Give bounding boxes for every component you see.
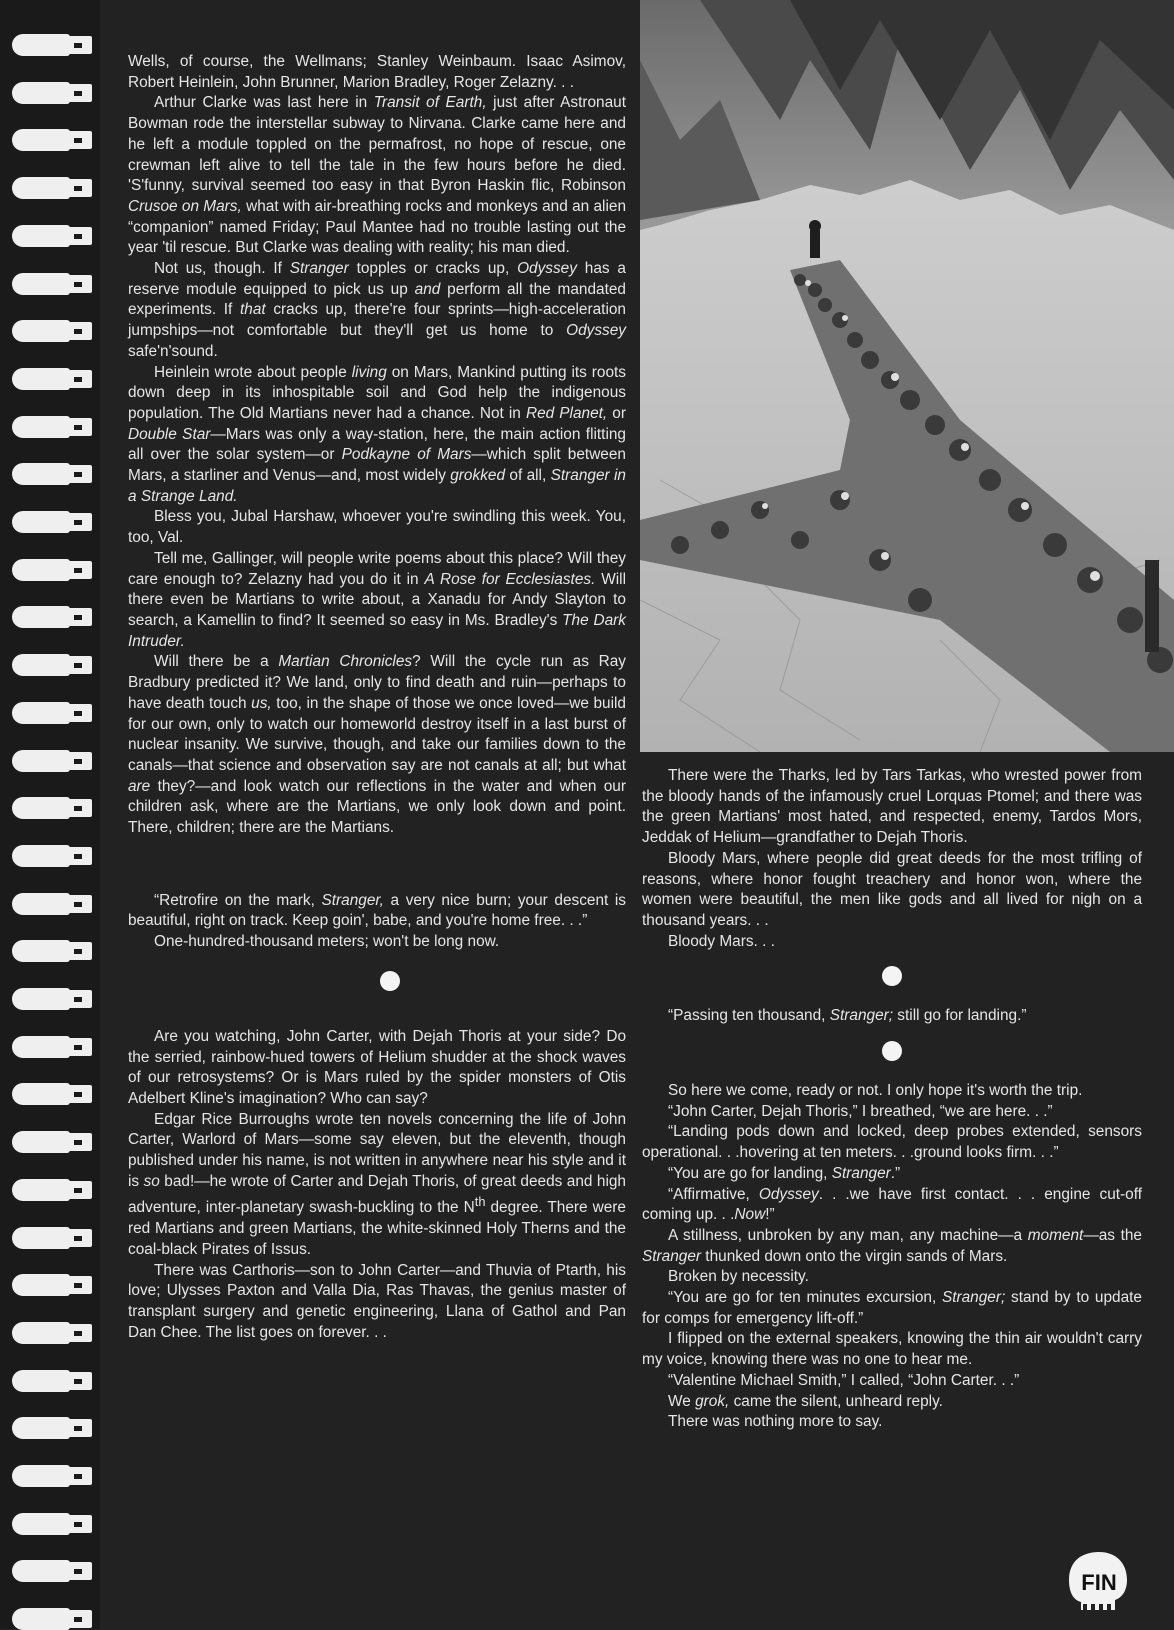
paragraph: There was Carthoris—son to John Carter—and Thuvia of Ptarth, his love; Ulysses Paxton and Valla Dia, Ras Thavas, the genius master of transplant surgery and genetic engineering, Llana of Gathol and Pan Dan Chee. The list goes on forever. . . — [128, 1261, 626, 1341]
binding-ring — [12, 320, 94, 342]
binding-ring — [12, 893, 94, 915]
binding-ring — [12, 1513, 94, 1535]
binding-ring — [12, 702, 94, 724]
paragraph: Edgar Rice Burroughs wrote ten novels concerning the life of John Carter, Warlord of Mars—some say eleven, but the eleventh, though published under his name, is not written in anywhere near his style and it is so bad!—he wrote of Carter and Dejah Thoris, of great deeds and high adventure, inter-planetary swash-buckling to the $N^{th}$ degree. There were red Martians and green Martians, the white-skinned Holy Therns and the coal-black Pirates of Issus. — [128, 1110, 626, 1258]
paragraph: So here we come, ready or not. I only hope it's worth the trip. — [668, 1082, 1083, 1100]
binding-ring — [12, 225, 94, 247]
paragraph: Will there be a Martian Chronicles? Will the cycle run as Ray Bradbury predicted it? We land, only to find death and ruin—perhaps to have death touch us, too, in the shape of those we once loved—we build for our own, only to watch our homeworld destroy itself in a last burst of nuclear insanity. We survive, though, and take our families down to the canals—that science and observation say are not canals at all; but what are they?—and look watch our reflections in the water and when our children ask, where are the Martians, we only look down and point. There, children; there are the Martians. — [128, 653, 626, 837]
binding-ring — [12, 511, 94, 533]
binding-ring — [12, 1036, 94, 1058]
paragraph: “Landing pods down and locked, deep probes extended, sensors operational. . .hovering at ten meters. . .ground looks firm. . .” — [642, 1123, 1142, 1162]
binding-ring — [12, 797, 94, 819]
left-column — [128, 52, 626, 1344]
binding-ring — [12, 82, 94, 104]
paragraph: We grok, came the silent, unheard reply. — [668, 1392, 943, 1410]
binding-ring — [12, 129, 94, 151]
section-bullet-icon — [380, 971, 400, 991]
binding-ring — [12, 1465, 94, 1487]
paragraph: There was nothing more to say. — [668, 1413, 883, 1431]
binding-ring — [12, 750, 94, 772]
paragraph: Heinlein wrote about people living on Mars, Mankind putting its roots down deep in its inhospitable soil and God help the indigenous population. The Old Martians never had a chance. Not in Red Planet, or Double Star—Mars was only a way-station, here, the main action flitting all over the solar system—or Podkayne of Mars—which split between Mars, a starliner and Venus—and, most widely grokked of all, Stranger in a Strange Land. — [128, 363, 626, 505]
desert-rock-line-photo — [640, 0, 1174, 752]
binding-ring — [12, 416, 94, 438]
binding-ring — [12, 988, 94, 1010]
paragraph: There were the Tharks, led by Tars Tarkas, who wrested power from the bloody hands of the infamously cruel Lorquas Ptomel; and there was the green Martians' most hated, and respected, enemy, Tardos Mors, Jeddak of Helium—grandfather to Dejah Thoris. — [642, 767, 1142, 847]
binding-ring — [12, 845, 94, 867]
paragraph: I flipped on the external speakers, knowing the thin air wouldn't carry my voice, knowing there was no one to hear me. — [642, 1330, 1142, 1369]
binding-ring — [12, 463, 94, 485]
binding-ring — [12, 1608, 94, 1630]
paragraph: One-hundred-thousand meters; won't be long now. — [154, 933, 500, 951]
paragraph: Tell me, Gallinger, will people write poems about this place? Will they care enough to? Zelazny had you do it in A Rose for Ecclesiastes. Will there even be Martians to write about, a Xanadu for Andy Slayton to search, a Kamellin to find? It seemed so easy in Ms. Bradley's The Dark Intruder. — [128, 549, 627, 650]
spiral-binding-icon — [0, 0, 100, 1629]
binding-ring — [12, 34, 94, 56]
binding-ring — [12, 177, 94, 199]
paragraph: Wells, of course, the Wellmans; Stanley Weinbaum. Isaac Asimov, Robert Heinlein, John Brunner, Marion Bradley, Roger Zelazny. . . — [128, 53, 626, 91]
paragraph: Bless you, Jubal Harshaw, whoever you're swindling this week. You, too, Val. — [128, 508, 626, 547]
binding-ring — [12, 1370, 94, 1392]
paragraph: “Retrofire on the mark, Stranger, a very nice burn; your descent is beautiful, right on track. Keep goin', babe, and you're home free. . .” — [128, 891, 626, 930]
paragraph: “You are go for landing, Stranger.” — [668, 1164, 901, 1182]
paragraph: Bloody Mars. . . — [668, 932, 775, 950]
paragraph: A stillness, unbroken by any man, any machine—a moment—as the Stranger thunked down onto the virgin sands of Mars. — [642, 1226, 1142, 1265]
binding-ring — [12, 606, 94, 628]
binding-ring — [12, 1083, 94, 1105]
binding-ring — [12, 1179, 94, 1201]
paragraph: “Affirmative, Odyssey. . .we have first contact. . . engine cut-off coming up. . .Now!” — [642, 1185, 1143, 1224]
paragraph: Bloody Mars, where people did great deeds for the most trifling of reasons, where honor fought treachery and honor won, where the women were beautiful, the men like gods and all lived for nigh on a thousand years. . . — [642, 849, 1142, 929]
paragraph: Broken by necessity. — [668, 1268, 809, 1286]
binding-ring — [12, 1322, 94, 1344]
paragraph: “Valentine Michael Smith,” I called, “John Carter. . .” — [668, 1371, 1020, 1389]
right-column — [642, 766, 1142, 1433]
paragraph: “You are go for ten minutes excursion, Stranger; stand by to update for comps for emergency lift-off.” — [642, 1289, 1142, 1327]
binding-ring — [12, 654, 94, 676]
paragraph: Arthur Clarke was last here in Transit of Earth, just after Astronaut Bowman rode the interstellar subway to Nirvana. Clarke came here and he left a module toppled on the permafrost, no hope of rescue, one crewman left alive to tell the tale in the few hours before he died. 'S'funny, survival seemed too easy in that Byron Haskin flic, Robinson Crusoe on Mars, what with air-breathing rocks and monkeys and an alien “companion” named Friday; Paul Mantee had no trouble lasting out the year 'til rescue. But Clarke was dealing with reality; his man died. — [128, 94, 627, 257]
binding-ring — [12, 368, 94, 390]
fin-skull-icon — [1061, 1550, 1129, 1616]
section-bullet-icon — [882, 966, 902, 986]
binding-ring — [12, 273, 94, 295]
binding-ring — [12, 1417, 94, 1439]
binding-ring — [12, 940, 94, 962]
binding-ring — [12, 559, 94, 581]
paragraph: Not us, though. If Stranger topples or cracks up, Odyssey has a reserve module equipped to pick us up and perform all the mandated experiments. If that cracks up, there're four sprints—high-acceleration jumpships—not comfortable but they'll get us home to Odyssey safe'n'sound. — [128, 260, 626, 360]
paragraph: “Passing ten thousand, Stranger; still go for landing.” — [668, 1007, 1027, 1025]
binding-ring — [12, 1560, 94, 1582]
section-bullet-icon — [882, 1041, 902, 1061]
binding-ring — [12, 1227, 94, 1249]
binding-ring — [12, 1131, 94, 1153]
paragraph: Are you watching, John Carter, with Dejah Thoris at your side? Do the serried, rainbow-hued towers of Helium shudder at the shock waves of our retrosystems? Or is Mars ruled by the spider monsters of Otis Adelbert Kline's imagination? Who can say? — [128, 1027, 626, 1107]
fin-label: FIN — [1081, 1570, 1117, 1595]
binding-ring — [12, 1274, 94, 1296]
paragraph: “John Carter, Dejah Thoris,” I breathed, “we are here. . .” — [668, 1102, 1053, 1120]
